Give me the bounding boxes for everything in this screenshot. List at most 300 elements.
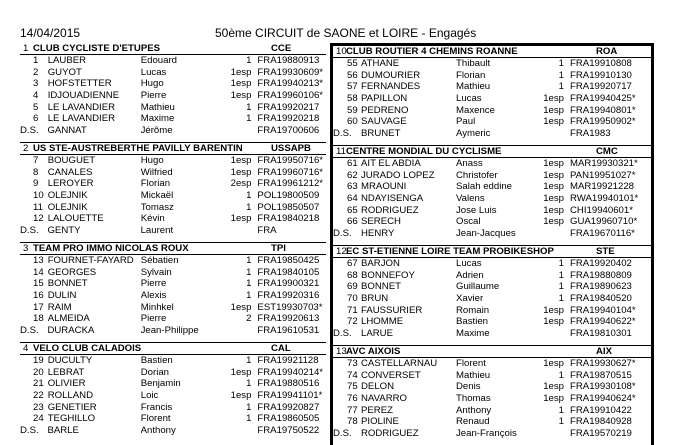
rider-number: 70	[347, 293, 358, 305]
rider-firstname: Denis	[456, 381, 481, 393]
rider-row	[20, 255, 326, 267]
rider-row	[333, 205, 651, 217]
rider-row	[333, 181, 651, 193]
rider-uci-code: FRA19840105	[257, 266, 320, 278]
rider-row	[20, 67, 326, 79]
rider-number: 60	[347, 116, 358, 128]
team-code: ROA	[596, 45, 618, 57]
rider-firstname: Florian	[456, 69, 486, 81]
directeur-sportif-row	[20, 125, 326, 137]
team-number: 3	[23, 242, 29, 254]
rider-lastname: PEDRENO	[361, 104, 409, 116]
rider-row	[20, 213, 326, 225]
rider-uci-code: FRA19960106*	[257, 90, 324, 102]
rider-lastname: DUCULTY	[47, 355, 93, 366]
rider-category: 2esp	[230, 178, 252, 190]
rider-uci-code: FRA19950902*	[570, 116, 636, 128]
ds-category	[534, 328, 570, 340]
rider-category: 1	[246, 201, 252, 213]
rider-number: 62	[347, 169, 358, 181]
rider-number: 58	[347, 93, 358, 105]
rider-lastname: GENETIER	[47, 401, 97, 413]
rider-number: 68	[347, 269, 358, 281]
rider-lastname: SAUVAGE	[361, 116, 407, 128]
rider-firstname: Florent	[456, 358, 486, 369]
rider-uci-code: FRA19920316	[257, 290, 320, 302]
ds-firstname: Laurent	[140, 225, 174, 237]
rider-lastname: LE LAVANDIER	[47, 113, 116, 125]
rider-firstname: Tomasz	[140, 201, 174, 213]
rider-number: 55	[347, 58, 358, 69]
rider-row	[333, 81, 651, 93]
rider-row	[333, 393, 651, 405]
rider-lastname: RODRIGUEZ	[361, 204, 419, 216]
rider-firstname: Francis	[140, 401, 173, 413]
rider-firstname: Mathieu	[456, 369, 491, 381]
rider-firstname: Anthony	[456, 404, 492, 416]
rider-lastname: AIT EL ABDIA	[361, 158, 421, 169]
rider-row	[20, 302, 326, 314]
rider-category: 1esp	[543, 316, 564, 328]
ds-label: D.S.	[20, 125, 39, 137]
rider-number: 11	[33, 201, 43, 213]
rider-category: 1esp	[230, 90, 252, 102]
rider-firstname: Paul	[456, 116, 476, 128]
rider-row	[20, 202, 326, 214]
rider-firstname: Alexis	[140, 290, 167, 302]
team-code: AIX	[596, 345, 612, 357]
rider-row	[20, 167, 326, 179]
rider-category: 1esp	[230, 78, 252, 90]
rider-row	[20, 102, 326, 114]
team-number: 2	[23, 142, 29, 154]
rider-lastname: ROLLAND	[47, 390, 94, 402]
ds-uci-code: FRA1983	[570, 128, 611, 140]
rider-firstname: Hugo	[140, 155, 164, 166]
rider-firstname: Salah eddine	[456, 181, 513, 193]
rider-row	[20, 378, 326, 390]
team-section	[333, 245, 651, 345]
ds-lastname: GENTY	[47, 225, 81, 237]
ds-label: D.S.	[333, 328, 352, 340]
rider-row	[20, 290, 326, 302]
rider-firstname: Pierre	[140, 90, 167, 102]
ds-uci-code: FRA19810301	[570, 328, 632, 340]
rider-uci-code: FRA19930627*	[570, 358, 636, 369]
rider-number: 75	[347, 381, 358, 393]
team-section	[20, 242, 326, 342]
rider-firstname: Guillaume	[456, 281, 500, 293]
ds-category	[534, 128, 570, 140]
rider-row	[333, 93, 651, 105]
rider-uci-code: FRA19950716*	[257, 155, 324, 166]
rider-firstname: Minhkel	[140, 301, 174, 313]
rider-firstname: Jose Luis	[456, 204, 497, 216]
rider-category: 1esp	[543, 381, 564, 393]
rider-row	[20, 313, 326, 325]
rider-uci-code: GUA19960710*	[570, 216, 638, 228]
rider-lastname: PEREZ	[361, 404, 393, 416]
rider-lastname: NDAYISENGA	[361, 193, 424, 205]
rider-lastname: RAIM	[47, 301, 72, 313]
ds-label: D.S.	[333, 128, 352, 140]
team-section	[20, 142, 326, 242]
rider-uci-code: FRA19880913	[257, 55, 320, 66]
rider-category: 1esp	[230, 155, 252, 166]
rider-row	[333, 193, 651, 205]
rider-category: 1esp	[543, 181, 564, 193]
team-code: CCE	[271, 42, 292, 54]
rider-lastname: NAVARRO	[361, 393, 408, 405]
rider-row	[333, 416, 651, 428]
team-header	[20, 243, 326, 255]
rider-uci-code: CHI19940601*	[570, 204, 633, 216]
ds-firstname: Jean-François	[456, 428, 517, 440]
team-number: 1	[23, 42, 29, 54]
rider-number: 74	[347, 369, 358, 381]
rider-lastname: CANALES	[47, 166, 93, 178]
rider-row	[333, 381, 651, 393]
rider-number: 18	[33, 313, 44, 325]
rider-uci-code: POL19800509	[257, 190, 320, 202]
rider-number: 1	[33, 55, 39, 66]
rider-row	[333, 116, 651, 128]
rider-number: 23	[33, 401, 44, 413]
rider-firstname: Wilfried	[140, 166, 173, 178]
ds-category	[222, 325, 257, 337]
ds-lastname: LARUE	[361, 328, 393, 340]
rider-firstname: Edouard	[140, 55, 178, 66]
team-name: TEAM PRO IMMO NICOLAS ROUX	[33, 242, 189, 254]
rider-row	[20, 113, 326, 125]
rider-row	[333, 370, 651, 382]
rider-category: 1esp	[543, 216, 564, 228]
rider-category: 1	[558, 404, 564, 416]
rider-lastname: ALMEIDA	[47, 313, 90, 325]
rider-lastname: BOUGUET	[47, 155, 96, 166]
rider-number: 3	[33, 78, 39, 90]
rider-category: 1	[246, 355, 252, 366]
rider-row	[333, 270, 651, 282]
team-number: 13	[336, 345, 347, 357]
team-header	[20, 143, 326, 155]
rider-lastname: PIOLINE	[361, 416, 399, 428]
rider-category: 1esp	[230, 66, 252, 78]
rider-number: 22	[33, 390, 44, 402]
rider-uci-code: FRA19940425*	[570, 93, 636, 105]
rider-lastname: OLIVIER	[47, 378, 86, 390]
rider-row	[333, 293, 651, 305]
team-number: 10	[336, 45, 347, 57]
rider-lastname: BONNET	[361, 281, 401, 293]
rider-number: 5	[33, 101, 39, 113]
rider-firstname: Adrien	[456, 269, 484, 281]
rider-uci-code: MAR19930321*	[570, 158, 638, 169]
rider-uci-code: FRA19870515	[570, 369, 632, 381]
rider-number: 71	[347, 304, 358, 316]
rider-number: 6	[33, 113, 39, 125]
rider-category: 1	[246, 290, 252, 302]
rider-category: 1	[246, 190, 252, 202]
rider-lastname: CASTELLARNAU	[361, 358, 438, 369]
rider-category: 1	[558, 416, 564, 428]
rider-uci-code: FRA19840218	[257, 213, 320, 225]
rider-lastname: FOURNET-FAYARD	[47, 255, 134, 266]
rider-number: 77	[347, 404, 358, 416]
team-section	[333, 145, 651, 245]
team-name: VELO CLUB CALADOIS	[33, 342, 142, 354]
rider-category: 1	[558, 258, 564, 269]
rider-row	[20, 367, 326, 379]
rider-firstname: Hugo	[140, 78, 164, 90]
rider-uci-code: FRA19941101*	[257, 390, 323, 402]
ds-lastname: RODRIGUEZ	[361, 428, 419, 440]
directeur-sportif-row	[333, 428, 651, 440]
rider-uci-code: FRA19920827	[257, 401, 320, 413]
rider-lastname: DELON	[361, 381, 395, 393]
rider-number: 4	[33, 90, 39, 102]
rider-firstname: Mathieu	[456, 81, 491, 93]
rider-uci-code: FRA19920217	[257, 101, 320, 113]
rider-firstname: Florian	[140, 178, 171, 190]
rider-lastname: BARJON	[361, 258, 400, 269]
rider-row	[333, 105, 651, 117]
rider-lastname: GEORGES	[47, 266, 97, 278]
rider-firstname: Renaud	[456, 416, 490, 428]
ds-label: D.S.	[333, 228, 352, 240]
rider-lastname: LALOUETTE	[47, 213, 104, 225]
rider-number: 17	[33, 301, 44, 313]
rider-number: 67	[347, 258, 358, 269]
rider-number: 64	[347, 193, 358, 205]
rider-category: 1esp	[230, 366, 252, 378]
team-name: US STE-AUSTREBERTHE PAVILLY BARENTIN	[33, 142, 243, 154]
rider-category: 1	[246, 55, 252, 66]
rider-firstname: Sylvain	[140, 266, 172, 278]
rider-number: 20	[33, 366, 44, 378]
team-name: CLUB ROUTIER 4 CHEMINS ROANNE	[346, 45, 518, 57]
rider-category: 1	[558, 58, 564, 69]
rider-number: 59	[347, 104, 358, 116]
ds-uci-code: FRA19670116*	[570, 228, 635, 240]
rider-category: 1	[558, 369, 564, 381]
rider-firstname: Pierre	[140, 278, 167, 290]
rider-uci-code: FRA19840520	[570, 293, 632, 305]
ds-label: D.S.	[20, 325, 39, 337]
rider-number: 2	[33, 66, 39, 78]
rider-uci-code: FRA19940213*	[257, 78, 324, 90]
team-number: 12	[336, 245, 347, 257]
rider-uci-code: FRA19930108*	[570, 381, 636, 393]
rider-row	[20, 190, 326, 202]
rider-row	[20, 402, 326, 414]
rider-category: 1esp	[543, 104, 564, 116]
directeur-sportif-row	[20, 225, 326, 237]
rider-lastname: SERECH	[361, 216, 401, 228]
ds-label: D.S.	[20, 225, 39, 237]
rider-uci-code: FRA19940801*	[570, 104, 636, 116]
rider-lastname: LAUBER	[47, 55, 87, 66]
rider-firstname: Xavier	[456, 293, 484, 305]
rider-number: 78	[347, 416, 358, 428]
rider-uci-code: EST19930703*	[257, 301, 323, 313]
rider-category: 1	[246, 255, 252, 266]
document-date: 14/04/2015	[20, 26, 81, 40]
rider-firstname: Romain	[456, 304, 490, 316]
rider-firstname: Kévin	[140, 213, 165, 225]
rider-lastname: LHOMME	[361, 316, 404, 328]
rider-uci-code: FRA19880516	[257, 378, 320, 390]
ds-firstname: Jean-Philippe	[140, 325, 199, 337]
rider-number: 15	[33, 278, 44, 290]
rider-category: 1esp	[230, 390, 252, 402]
rider-number: 63	[347, 181, 358, 193]
rider-firstname: Dorian	[140, 366, 169, 378]
rider-row	[333, 305, 651, 317]
team-header	[333, 346, 651, 358]
rider-uci-code: FRA19910422	[570, 404, 632, 416]
team-code: CAL	[271, 342, 291, 354]
team-section	[20, 342, 326, 442]
rider-lastname: HOFSTETTER	[47, 78, 112, 90]
directeur-sportif-row	[333, 328, 651, 340]
team-section	[333, 345, 651, 445]
rider-category: 1esp	[543, 169, 564, 181]
ds-firstname: Anthony	[140, 425, 176, 437]
rider-uci-code: FRA19961212*	[257, 178, 324, 190]
rider-uci-code: POL19850507	[257, 201, 320, 213]
rider-lastname: JURADO LOPEZ	[361, 169, 435, 181]
rider-number: 16	[33, 290, 44, 302]
rider-category: 1esp	[543, 93, 564, 105]
team-header	[333, 246, 651, 258]
ds-label: D.S.	[333, 428, 352, 440]
rider-row	[333, 258, 651, 270]
rider-uci-code: FRA19940214*	[257, 366, 324, 378]
ds-lastname: BRUNET	[361, 128, 401, 140]
rider-firstname: Mickaël	[140, 190, 174, 202]
rider-number: 7	[33, 155, 39, 166]
rider-category: 1	[558, 281, 564, 293]
rider-uci-code: FRA19910808	[570, 58, 632, 69]
rider-firstname: Maxence	[456, 104, 495, 116]
rider-number: 8	[33, 166, 39, 178]
rider-row	[20, 55, 326, 67]
rider-number: 9	[33, 178, 39, 190]
ds-category	[534, 228, 570, 240]
rider-row	[20, 413, 326, 425]
rider-number: 69	[347, 281, 358, 293]
team-name: CENTRE MONDIAL DU CYCLISME	[346, 145, 502, 157]
rider-lastname: FERNANDES	[361, 81, 421, 93]
rider-category: 1esp	[230, 301, 252, 313]
rider-uci-code: FRA19940624*	[570, 393, 636, 405]
rider-firstname: Sébatien	[140, 255, 179, 266]
rider-row	[20, 178, 326, 190]
rider-category: 1	[558, 69, 564, 81]
rider-firstname: Benjamin	[140, 378, 181, 390]
rider-number: 66	[347, 216, 358, 228]
rider-uci-code: FRA19940104*	[570, 304, 636, 316]
rider-firstname: Bastien	[140, 355, 173, 366]
rider-lastname: IDJOUADIENNE	[47, 90, 120, 102]
rider-category: 2	[246, 313, 252, 325]
team-section	[333, 43, 651, 145]
team-code: USSAPB	[271, 142, 311, 154]
rider-lastname: TEGHILLO	[47, 413, 96, 425]
rider-uci-code: MAR19921228	[570, 181, 635, 193]
ds-firstname: Jean-Jacques	[456, 228, 516, 240]
ds-lastname: DURACKA	[47, 325, 95, 337]
rider-category: 1	[558, 269, 564, 281]
rider-uci-code: FRA19940622*	[570, 316, 636, 328]
rider-lastname: LEBRAT	[47, 366, 85, 378]
rider-row	[333, 170, 651, 182]
ds-category	[222, 225, 257, 237]
team-name: CLUB CYCLISTE D'ETUPES	[33, 42, 161, 54]
rider-row	[333, 358, 651, 370]
rider-lastname: GUYOT	[47, 66, 82, 78]
rider-category: 1esp	[543, 358, 564, 369]
rider-row	[333, 158, 651, 170]
rider-row	[333, 70, 651, 82]
rider-category: 1	[246, 401, 252, 413]
rider-number: 14	[33, 266, 44, 278]
rider-number: 21	[33, 378, 44, 390]
rider-lastname: FAUSSURIER	[361, 304, 423, 316]
team-code: CMC	[596, 145, 618, 157]
rider-uci-code: FRA19900321	[257, 278, 320, 290]
left-team-column	[20, 43, 326, 442]
rider-number: 72	[347, 316, 358, 328]
rider-firstname: Mathieu	[140, 101, 175, 113]
rider-firstname: Thomas	[456, 393, 491, 405]
rider-firstname: Valens	[456, 193, 485, 205]
right-team-column	[330, 43, 654, 445]
rider-category: 1	[246, 266, 252, 278]
rider-number: 65	[347, 204, 358, 216]
team-header	[333, 146, 651, 158]
rider-number: 76	[347, 393, 358, 405]
rider-row	[333, 281, 651, 293]
rider-lastname: BRUN	[361, 293, 389, 305]
rider-category: 1esp	[543, 158, 564, 169]
rider-category: 1esp	[543, 193, 564, 205]
rider-lastname: ATHANE	[361, 58, 400, 69]
team-header	[20, 343, 326, 355]
rider-row	[20, 390, 326, 402]
rider-row	[20, 78, 326, 90]
rider-category: 1esp	[543, 304, 564, 316]
rider-firstname: Lucas	[456, 93, 482, 105]
rider-category: 1esp	[543, 116, 564, 128]
rider-uci-code: FRA19920717	[570, 81, 632, 93]
rider-firstname: Anass	[456, 158, 483, 169]
rider-category: 1	[246, 278, 252, 290]
rider-firstname: Bastien	[456, 316, 488, 328]
ds-uci-code: FRA19610531	[257, 325, 320, 337]
ds-category	[534, 428, 570, 440]
rider-lastname: LEROYER	[47, 178, 94, 190]
rider-firstname: Oscal	[456, 216, 481, 228]
rider-firstname: Florent	[140, 413, 171, 425]
rider-lastname: DUMOURIER	[361, 69, 421, 81]
ds-firstname: Maxime	[456, 328, 490, 340]
team-section	[20, 43, 326, 142]
rider-row	[20, 155, 326, 167]
rider-lastname: CONVERSET	[361, 369, 421, 381]
directeur-sportif-row	[20, 425, 326, 437]
